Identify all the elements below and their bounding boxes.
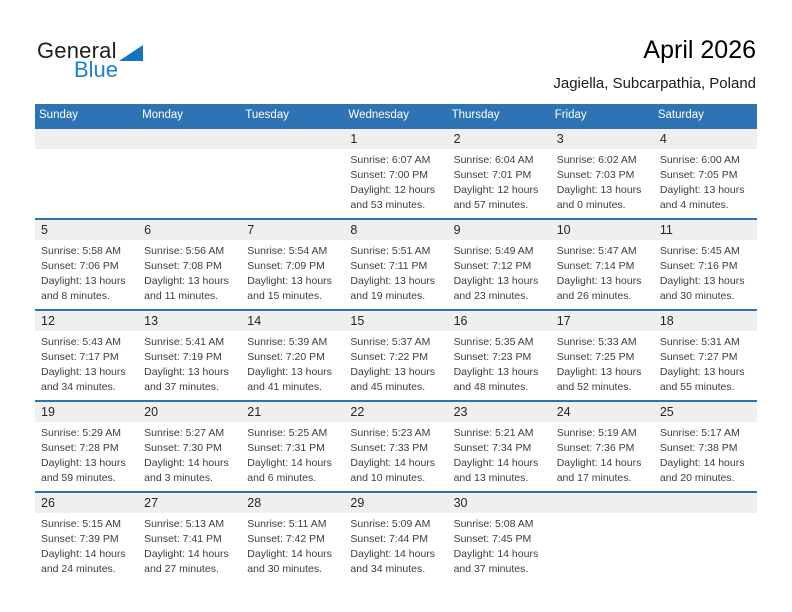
day-cell: [551, 129, 654, 218]
day-detail-line: Daylight: 13 hours: [659, 275, 745, 287]
day-detail-line: Daylight: 14 hours: [247, 548, 332, 560]
day-detail-line: Daylight: 14 hours: [247, 457, 332, 469]
day-cell: [241, 493, 344, 582]
day-detail-line: Sunrise: 5:39 AM: [247, 336, 328, 348]
calendar-table: [35, 104, 757, 582]
day-details: [448, 149, 551, 213]
day-detail-line: and 30 minutes.: [659, 290, 735, 302]
day-cell: [35, 220, 138, 309]
day-details: [551, 422, 654, 486]
day-number: [35, 129, 138, 149]
day-detail-line: and 34 minutes.: [41, 381, 116, 393]
day-detail-line: Sunrise: 5:56 AM: [144, 245, 225, 257]
day-detail-line: Sunset: 7:31 PM: [247, 442, 325, 454]
weekday-header-row: [35, 104, 757, 127]
day-detail-line: Sunset: 7:30 PM: [144, 442, 222, 454]
day-detail-line: and 6 minutes.: [247, 472, 317, 484]
day-details: [448, 331, 551, 395]
day-cell: [448, 402, 551, 491]
day-detail-line: Sunset: 7:39 PM: [41, 533, 119, 545]
day-detail-line: and 11 minutes.: [144, 290, 219, 302]
day-detail-line: Sunrise: 5:23 AM: [350, 427, 431, 439]
day-details: [241, 331, 344, 395]
weekday-header: Tuesday: [245, 109, 289, 121]
day-detail-line: Sunrise: 5:35 AM: [453, 336, 534, 348]
day-detail-line: and 19 minutes.: [350, 290, 426, 302]
day-detail-line: Sunset: 7:03 PM: [556, 169, 635, 181]
day-detail-line: Sunset: 7:25 PM: [556, 351, 635, 363]
day-detail-line: and 34 minutes.: [350, 563, 426, 575]
day-cell: [448, 493, 551, 582]
day-detail-line: Sunset: 7:00 PM: [350, 169, 429, 181]
day-details: [241, 149, 344, 153]
day-number: 26: [35, 493, 138, 513]
day-details: [35, 149, 138, 153]
day-cell: [241, 129, 344, 218]
day-number: 4: [654, 129, 757, 149]
day-number: 2: [448, 129, 551, 149]
day-detail-line: Sunset: 7:27 PM: [659, 351, 738, 363]
day-detail-line: Sunrise: 5:41 AM: [144, 336, 225, 348]
day-detail-line: Sunrise: 5:21 AM: [453, 427, 534, 439]
day-detail-line: Sunset: 7:38 PM: [659, 442, 738, 454]
day-number: 24: [551, 402, 654, 422]
day-number: [138, 129, 241, 149]
day-number: 23: [448, 402, 551, 422]
day-detail-line: Sunset: 7:20 PM: [247, 351, 325, 363]
day-cell: [35, 129, 138, 218]
week-row: [35, 218, 757, 309]
day-detail-line: Sunrise: 5:29 AM: [41, 427, 121, 439]
day-cell: [138, 493, 241, 582]
day-detail-line: Sunset: 7:19 PM: [144, 351, 222, 363]
day-details: [35, 422, 138, 486]
day-cell: [35, 311, 138, 400]
day-detail-line: Sunrise: 6:04 AM: [453, 154, 534, 166]
day-detail-line: Daylight: 13 hours: [247, 275, 332, 287]
day-detail-line: Sunrise: 6:02 AM: [556, 154, 637, 166]
day-cell: [344, 129, 447, 218]
day-cell: [551, 220, 654, 309]
day-number: [241, 129, 344, 149]
day-detail-line: Sunrise: 5:47 AM: [556, 245, 637, 257]
day-detail-line: Daylight: 13 hours: [556, 184, 642, 196]
day-detail-line: Sunset: 7:14 PM: [556, 260, 635, 272]
weekday-header: Saturday: [657, 109, 704, 121]
day-detail-line: Daylight: 13 hours: [247, 366, 332, 378]
day-detail-line: Sunrise: 5:19 AM: [556, 427, 637, 439]
day-details: [654, 331, 757, 395]
day-cell: [654, 129, 757, 218]
day-detail-line: Daylight: 14 hours: [144, 457, 229, 469]
weekday-header: Friday: [554, 109, 587, 121]
day-number: 29: [344, 493, 447, 513]
day-number: 19: [35, 402, 138, 422]
day-cell: [654, 402, 757, 491]
day-cell: [344, 402, 447, 491]
day-detail-line: and 26 minutes.: [556, 290, 632, 302]
day-details: [654, 149, 757, 213]
day-detail-line: Sunrise: 5:11 AM: [247, 518, 327, 530]
day-cell: [654, 220, 757, 309]
day-detail-line: Sunrise: 5:25 AM: [247, 427, 328, 439]
day-detail-line: and 17 minutes.: [556, 472, 632, 484]
day-detail-line: Daylight: 12 hours: [350, 184, 436, 196]
day-number: 3: [551, 129, 654, 149]
day-detail-line: Sunset: 7:34 PM: [453, 442, 532, 454]
day-detail-line: and 23 minutes.: [453, 290, 529, 302]
day-detail-line: Sunset: 7:45 PM: [453, 533, 532, 545]
day-detail-line: Daylight: 14 hours: [453, 548, 539, 560]
day-number: 6: [138, 220, 241, 240]
day-cell: [35, 402, 138, 491]
day-details: [448, 422, 551, 486]
day-detail-line: Daylight: 14 hours: [659, 457, 745, 469]
day-details: [344, 513, 447, 577]
day-detail-line: Sunrise: 5:45 AM: [659, 245, 740, 257]
day-details: [551, 513, 654, 517]
page-subtitle: Jagiella, Subcarpathia, Poland: [553, 75, 756, 92]
day-details: [551, 149, 654, 213]
day-detail-line: and 27 minutes.: [144, 563, 219, 575]
day-detail-line: and 53 minutes.: [350, 199, 426, 211]
day-details: [35, 240, 138, 304]
day-detail-line: Daylight: 14 hours: [144, 548, 229, 560]
day-detail-line: Daylight: 14 hours: [41, 548, 126, 560]
day-number: 5: [35, 220, 138, 240]
day-details: [344, 422, 447, 486]
day-number: 20: [138, 402, 241, 422]
day-details: [344, 240, 447, 304]
day-number: 8: [344, 220, 447, 240]
day-cell: [344, 311, 447, 400]
day-details: [241, 240, 344, 304]
day-details: [241, 422, 344, 486]
day-detail-line: Sunset: 7:23 PM: [453, 351, 532, 363]
day-details: [35, 331, 138, 395]
day-detail-line: and 41 minutes.: [247, 381, 322, 393]
day-detail-line: Sunrise: 5:51 AM: [350, 245, 431, 257]
day-detail-line: Sunset: 7:28 PM: [41, 442, 119, 454]
day-number: 22: [344, 402, 447, 422]
day-detail-line: Daylight: 13 hours: [453, 275, 539, 287]
day-detail-line: Sunset: 7:06 PM: [41, 260, 119, 272]
day-detail-line: Sunset: 7:01 PM: [453, 169, 532, 181]
day-detail-line: Sunrise: 5:58 AM: [41, 245, 121, 257]
day-cell: [654, 493, 757, 582]
day-detail-line: Daylight: 14 hours: [350, 457, 436, 469]
day-detail-line: Daylight: 13 hours: [144, 366, 229, 378]
day-detail-line: Daylight: 13 hours: [453, 366, 539, 378]
day-detail-line: and 3 minutes.: [144, 472, 214, 484]
day-details: [138, 513, 241, 577]
day-detail-line: Sunrise: 5:33 AM: [556, 336, 637, 348]
day-detail-line: Sunset: 7:16 PM: [659, 260, 738, 272]
day-number: 18: [654, 311, 757, 331]
day-detail-line: Sunset: 7:22 PM: [350, 351, 429, 363]
logo-text-general: General: [37, 38, 117, 63]
day-detail-line: and 10 minutes.: [350, 472, 426, 484]
general-blue-logo: [37, 38, 143, 83]
day-detail-line: and 37 minutes.: [453, 563, 529, 575]
day-details: [448, 240, 551, 304]
day-number: 30: [448, 493, 551, 513]
day-detail-line: Sunset: 7:12 PM: [453, 260, 532, 272]
day-detail-line: and 55 minutes.: [659, 381, 735, 393]
day-detail-line: and 13 minutes.: [453, 472, 529, 484]
day-details: [138, 422, 241, 486]
day-number: 13: [138, 311, 241, 331]
day-number: 21: [241, 402, 344, 422]
day-number: 15: [344, 311, 447, 331]
calendar-weeks: [35, 127, 757, 582]
weekday-header: Sunday: [39, 109, 79, 121]
week-row: [35, 309, 757, 400]
day-cell: [138, 220, 241, 309]
day-detail-line: Sunrise: 5:09 AM: [350, 518, 431, 530]
week-row: [35, 400, 757, 491]
day-details: [241, 513, 344, 577]
day-detail-line: and 30 minutes.: [247, 563, 322, 575]
day-detail-line: Daylight: 14 hours: [453, 457, 539, 469]
day-detail-line: and 24 minutes.: [41, 563, 116, 575]
day-details: [654, 240, 757, 304]
day-detail-line: Sunrise: 5:15 AM: [41, 518, 121, 530]
day-details: [654, 513, 757, 517]
day-details: [654, 422, 757, 486]
day-number: 1: [344, 129, 447, 149]
day-detail-line: and 20 minutes.: [659, 472, 735, 484]
day-detail-line: Sunrise: 5:17 AM: [659, 427, 740, 439]
day-number: 16: [448, 311, 551, 331]
day-detail-line: Sunrise: 5:08 AM: [453, 518, 534, 530]
day-cell: [448, 311, 551, 400]
day-cell: [138, 129, 241, 218]
day-detail-line: and 45 minutes.: [350, 381, 426, 393]
day-detail-line: and 48 minutes.: [453, 381, 529, 393]
day-detail-line: Sunset: 7:08 PM: [144, 260, 222, 272]
day-detail-line: Sunset: 7:09 PM: [247, 260, 325, 272]
weekday-header: Wednesday: [348, 109, 409, 121]
day-detail-line: Daylight: 14 hours: [350, 548, 436, 560]
day-detail-line: Sunrise: 6:00 AM: [659, 154, 740, 166]
day-detail-line: and 4 minutes.: [659, 199, 729, 211]
day-detail-line: Daylight: 13 hours: [659, 366, 745, 378]
day-cell: [241, 220, 344, 309]
day-cell: [448, 220, 551, 309]
day-cell: [551, 493, 654, 582]
week-row: [35, 491, 757, 582]
day-detail-line: Sunrise: 5:27 AM: [144, 427, 225, 439]
day-cell: [448, 129, 551, 218]
day-number: [654, 493, 757, 513]
day-detail-line: and 8 minutes.: [41, 290, 110, 302]
day-cell: [241, 311, 344, 400]
day-detail-line: Daylight: 13 hours: [350, 275, 436, 287]
day-details: [138, 149, 241, 153]
day-details: [138, 331, 241, 395]
day-detail-line: Sunrise: 5:13 AM: [144, 518, 225, 530]
day-detail-line: Sunrise: 5:49 AM: [453, 245, 534, 257]
day-details: [344, 331, 447, 395]
day-detail-line: Daylight: 13 hours: [556, 366, 642, 378]
day-number: 11: [654, 220, 757, 240]
day-detail-line: Sunrise: 5:31 AM: [659, 336, 740, 348]
logo-triangle-icon: [119, 45, 143, 61]
day-detail-line: Sunset: 7:41 PM: [144, 533, 222, 545]
day-detail-line: Daylight: 13 hours: [556, 275, 642, 287]
day-detail-line: and 0 minutes.: [556, 199, 626, 211]
day-number: [551, 493, 654, 513]
day-number: 10: [551, 220, 654, 240]
day-detail-line: Sunset: 7:42 PM: [247, 533, 325, 545]
day-detail-line: Daylight: 13 hours: [41, 366, 126, 378]
day-detail-line: Sunrise: 6:07 AM: [350, 154, 431, 166]
day-detail-line: Sunrise: 5:43 AM: [41, 336, 121, 348]
day-details: [138, 240, 241, 304]
day-details: [344, 149, 447, 213]
day-number: 28: [241, 493, 344, 513]
day-cell: [344, 493, 447, 582]
day-cell: [344, 220, 447, 309]
day-detail-line: Sunset: 7:44 PM: [350, 533, 429, 545]
day-details: [551, 240, 654, 304]
day-detail-line: and 57 minutes.: [453, 199, 529, 211]
day-number: 12: [35, 311, 138, 331]
day-number: 27: [138, 493, 241, 513]
day-detail-line: Sunset: 7:33 PM: [350, 442, 429, 454]
day-details: [551, 331, 654, 395]
day-detail-line: Sunset: 7:17 PM: [41, 351, 119, 363]
day-details: [35, 513, 138, 577]
day-number: 17: [551, 311, 654, 331]
day-detail-line: Daylight: 13 hours: [144, 275, 229, 287]
day-detail-line: Sunset: 7:11 PM: [350, 260, 428, 272]
day-cell: [551, 311, 654, 400]
day-cell: [35, 493, 138, 582]
day-detail-line: and 37 minutes.: [144, 381, 219, 393]
day-cell: [138, 402, 241, 491]
day-detail-line: Sunrise: 5:54 AM: [247, 245, 328, 257]
week-row: [35, 127, 757, 218]
title-block: [553, 36, 756, 92]
day-detail-line: Sunrise: 5:37 AM: [350, 336, 431, 348]
day-detail-line: and 15 minutes.: [247, 290, 322, 302]
day-cell: [551, 402, 654, 491]
day-detail-line: and 52 minutes.: [556, 381, 632, 393]
day-detail-line: Sunset: 7:05 PM: [659, 169, 738, 181]
day-detail-line: Daylight: 13 hours: [659, 184, 745, 196]
day-number: 25: [654, 402, 757, 422]
day-details: [448, 513, 551, 577]
day-detail-line: Daylight: 13 hours: [41, 275, 126, 287]
day-detail-line: Daylight: 13 hours: [350, 366, 436, 378]
weekday-header: Thursday: [451, 109, 500, 121]
day-detail-line: Sunset: 7:36 PM: [556, 442, 635, 454]
day-number: 7: [241, 220, 344, 240]
day-cell: [654, 311, 757, 400]
weekday-header: Monday: [142, 109, 184, 121]
day-cell: [138, 311, 241, 400]
page-title: April 2026: [643, 36, 756, 64]
day-number: 9: [448, 220, 551, 240]
day-detail-line: Daylight: 12 hours: [453, 184, 539, 196]
day-detail-line: Daylight: 14 hours: [556, 457, 642, 469]
logo-text-blue: Blue: [74, 57, 119, 82]
day-cell: [241, 402, 344, 491]
day-detail-line: and 59 minutes.: [41, 472, 116, 484]
day-number: 14: [241, 311, 344, 331]
day-detail-line: Daylight: 13 hours: [41, 457, 126, 469]
